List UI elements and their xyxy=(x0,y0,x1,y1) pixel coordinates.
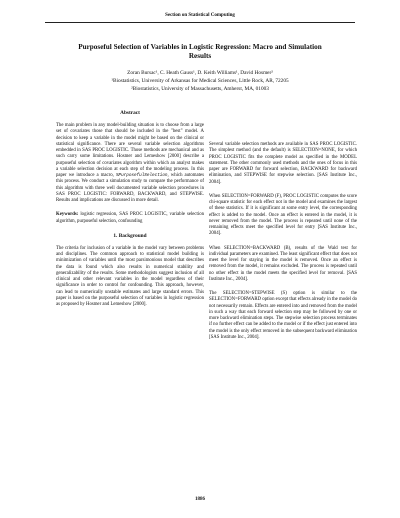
header-rule xyxy=(45,22,355,23)
abstract-text-part-1: The main problem in any model-building situation is to choose from a large set of covariates those that should be included in the "best" model. A decision to keep a variable in the model might be based on the clinical or statistical significance. There are several variable selection algorithms embedded in SAS PROC LOGISTIC. Those methods are mechanical and as such carry some limitations. Hosmer and Lemeshow [2000] describe a purposeful selection of covariates algorithm within which an analyst makes a variable selection decision at each step of the modeling process. In this paper we introduce a macro, xyxy=(56,123,204,178)
keywords-label: Keywords: xyxy=(56,212,79,218)
left-column xyxy=(56,110,204,316)
page-number: 1886 xyxy=(195,497,205,502)
abstract-text xyxy=(56,123,204,204)
forward-paragraph: When SELECTION=FORWARD (F), PROC LOGISTIC computes the score chi-square statistic for each effect not in the model and examines the largest of these statistics. If it is significant at some entry level, the corresponding effect is added to the model. Once an effect is entered in the model, it is never removed from the model. The process is repeated until none of the remaining effects meet the specified level for entry [SAS Institute Inc., 2004]. xyxy=(209,193,357,237)
abstract-heading: Abstract xyxy=(120,110,140,116)
keywords-text: logistic regression, SAS PROC LOGISTIC, variable selection algorithm, purposeful selection, confounding xyxy=(56,212,204,224)
affiliation-2: ²Biostatistics, University of Massachusetts, Amherst, MA, 01003 xyxy=(131,85,269,92)
methods-paragraph: Several variable selection methods are available in SAS PROC LOGISTIC. The simplest method (and the default) is SELECTION=NONE, for which PROC LOGISTIC fits the complete model as specified in the MODEL statement. The other commonly used methods and the ones of focus in this paper are FORWARD for forward selection, BACKWARD for backward elimination, and STEPWISE for stepwise selection. [SAS Institute Inc., 2004]. xyxy=(209,142,357,185)
running-header: Section on Statistical Computing xyxy=(165,13,235,18)
paper-title xyxy=(40,43,360,61)
macro-name: %PurposefulSelection xyxy=(115,173,168,178)
author-block xyxy=(30,70,370,93)
backward-paragraph: When SELECTION=BACKWARD (B), results of the Wald test for individual parameters are examined. The least significant effect that does not meet the level for staying in the model is removed. Once an effect is removed from the model, it remains excluded. The process is repeated until no other effect in the model meets the specified level for removal. [SAS Institute Inc., 2004]. xyxy=(209,245,357,282)
title-line-1: Purposeful Selection of Variables in Logistic Regression: Macro and Simulation xyxy=(78,43,322,51)
right-column xyxy=(209,142,357,349)
stepwise-paragraph: The SELECTION=STEPWISE (S) option is similar to the SELECTION=FORWARD option except that effects already in the model do not necessarily remain. Effects are entered into and removed from the model in such a way that each forward selection step may be followed by one or more backward elimination steps. The stepwise selection process terminates if no further effect can be added to the model or if the effect just entered into the model is the only effect removed in the subsequent backward elimination [SAS Institute Inc., 2004]. xyxy=(209,291,357,340)
abstract-text-part-2: , which automates this process. We conduct a simulation study to compare the performance of this algorithm with three well documented variable selection procedures in SAS PROC LOGISTIC: FORWARD, BACKWARD, and STEPWISE. Results and implications are discussed in more detail. xyxy=(56,173,204,203)
background-text: The criteria for inclusion of a variable in the model vary between problems and disciplines. The common approach to statistical model building is minimization of variables until the most parsimonious model that describes the data is found which also results in numerical stability and generalizability of the results. Some methodologists suggest inclusion of all clinical and other relevant variables in the model regardless of their significance in order to control for confounding. This approach, however, can lead to numerically unstable estimates and large standard errors. This paper is based on the purposeful selection of variables in logistic regression as proposed by Hosmer and Lemeshow [2000]. xyxy=(56,245,204,307)
author-names: Zoran Bursac¹, C. Heath Gauss¹, D. Keith Williams¹, David Hosmer² xyxy=(127,70,273,76)
affiliation-1: ¹Biostatistics, University of Arkansas for Medical Sciences, Little Rock, AR, 72205 xyxy=(111,77,289,84)
title-line-2: Results xyxy=(188,52,212,60)
background-heading: 1. Background xyxy=(113,232,147,239)
keywords xyxy=(56,212,204,225)
